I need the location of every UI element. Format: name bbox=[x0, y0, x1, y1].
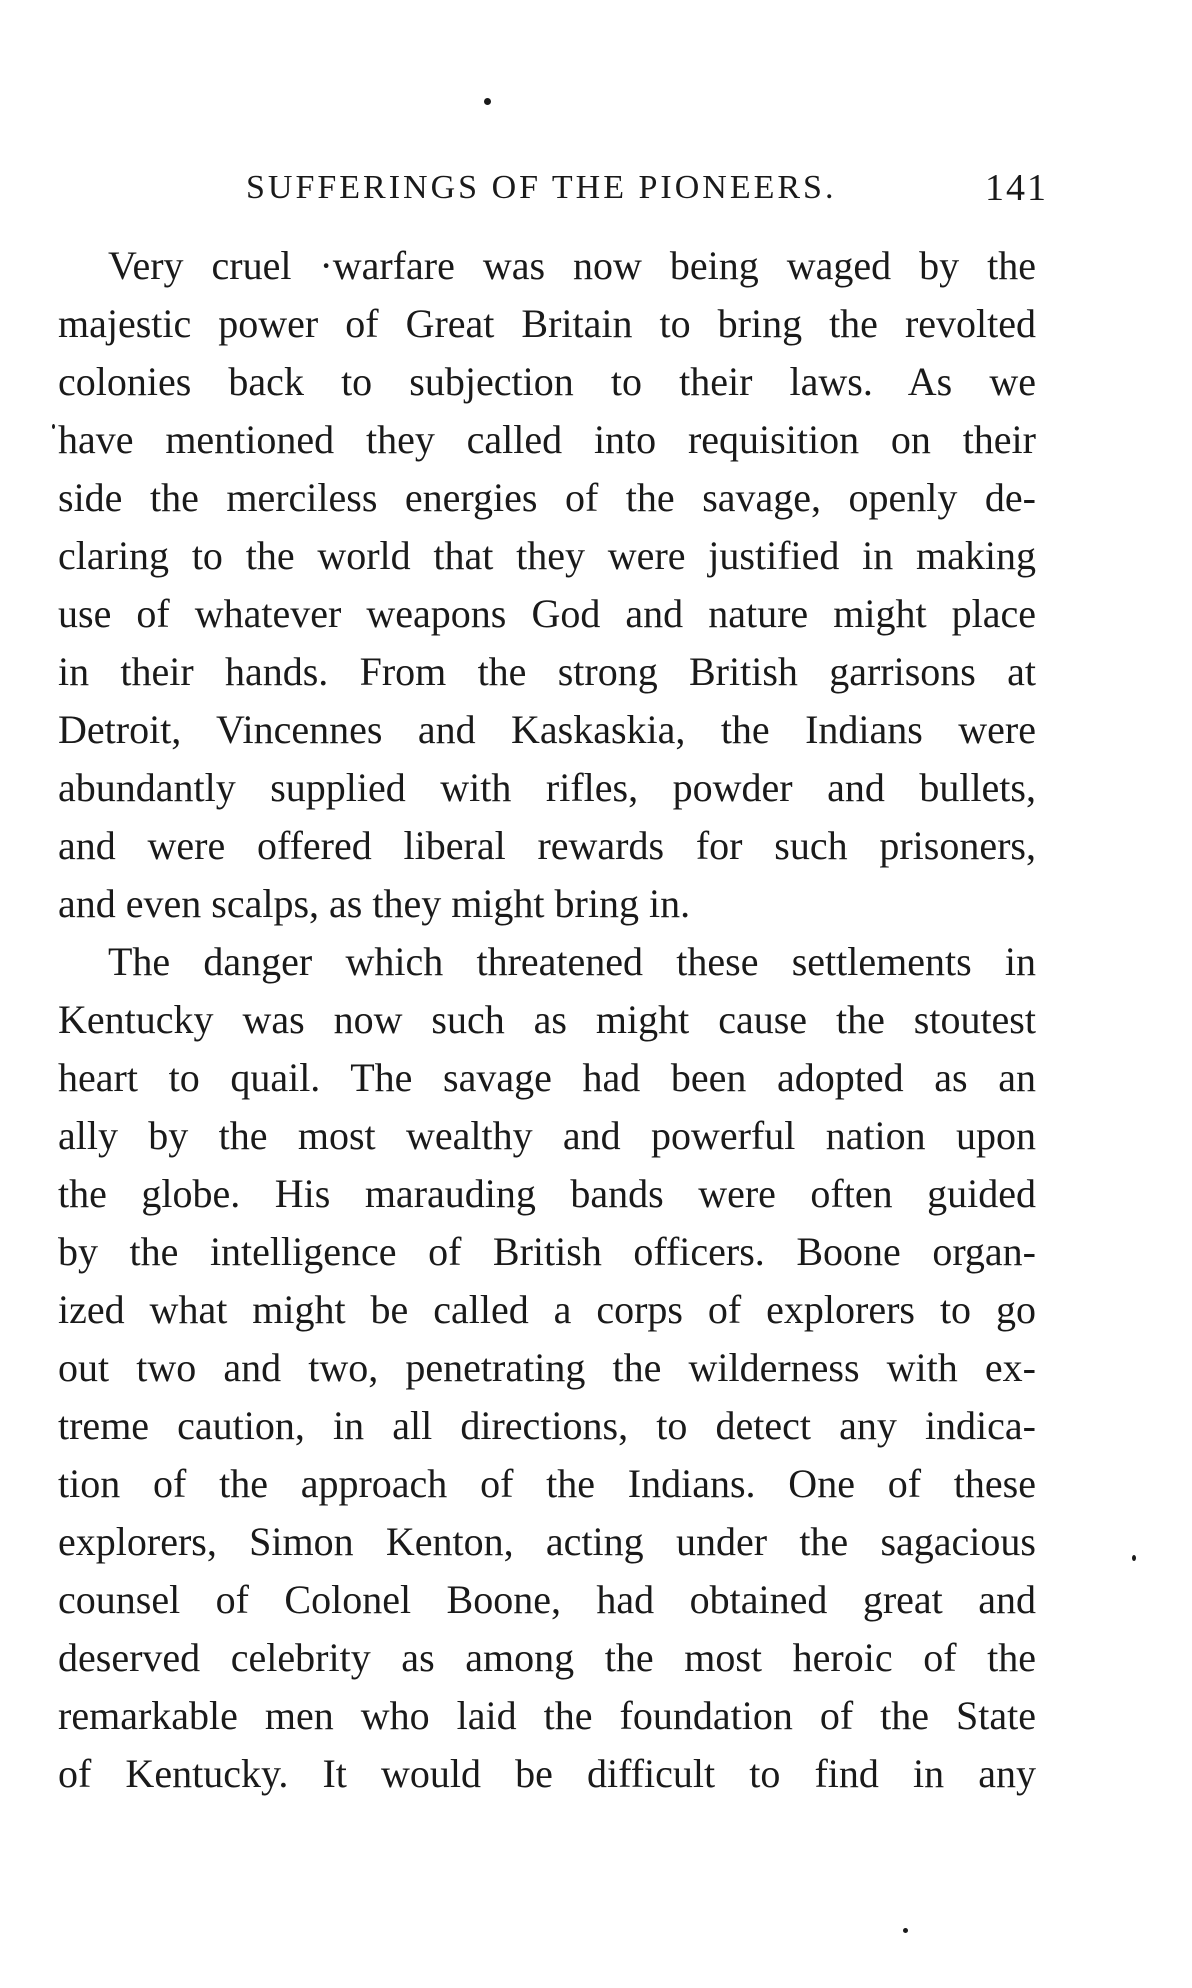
ink-speck bbox=[52, 424, 55, 429]
text-line: explorers, Simon Kenton, acting under the sagacious bbox=[58, 1519, 1036, 1564]
body-text bbox=[58, 237, 1036, 1803]
text-line: Detroit, Vincennes and Kaskaskia, the Indians were bbox=[58, 707, 1036, 752]
text-line: have mentioned they called into requisition on their bbox=[58, 417, 1036, 462]
text-line: The danger which threatened these settlements in bbox=[108, 939, 1036, 984]
text-line: by the intelligence of British officers. Boone organ- bbox=[58, 1229, 1036, 1274]
text-line: out two and two, penetrating the wilderness with ex- bbox=[58, 1345, 1036, 1390]
ink-speck bbox=[903, 1928, 908, 1933]
running-title: SUFFERINGS OF THE PIONEERS. bbox=[246, 169, 837, 206]
text-line: and even scalps, as they might bring in. bbox=[58, 881, 691, 926]
text-line: and were offered liberal rewards for such prisoners, bbox=[58, 823, 1036, 868]
text-line: claring to the world that they were justified in making bbox=[58, 533, 1036, 578]
text-line: counsel of Colonel Boone, had obtained great and bbox=[58, 1577, 1036, 1622]
running-head bbox=[246, 165, 1048, 211]
text-line: the globe. His marauding bands were often guided bbox=[58, 1171, 1036, 1216]
paragraph-1 bbox=[58, 237, 1036, 933]
text-line: tion of the approach of the Indians. One of these bbox=[58, 1461, 1036, 1506]
text-line: treme caution, in all directions, to detect any indica- bbox=[58, 1403, 1036, 1448]
text-line: use of whatever weapons God and nature might place bbox=[58, 591, 1036, 636]
text-line: ized what might be called a corps of explorers to go bbox=[58, 1287, 1036, 1332]
text-line: in their hands. From the strong British garrisons at bbox=[58, 649, 1036, 694]
paragraph-2 bbox=[58, 933, 1036, 1803]
text-line: majestic power of Great Britain to bring the revolted bbox=[58, 301, 1036, 346]
text-line: abundantly supplied with rifles, powder and bullets, bbox=[58, 765, 1036, 810]
text-line: Kentucky was now such as might cause the stoutest bbox=[58, 997, 1036, 1042]
ink-speck bbox=[484, 98, 491, 105]
text-line: of Kentucky. It would be difficult to find in any bbox=[58, 1751, 1036, 1796]
text-line: deserved celebrity as among the most heroic of the bbox=[58, 1635, 1036, 1680]
text-line: heart to quail. The savage had been adopted as an bbox=[58, 1055, 1036, 1100]
text-line: colonies back to subjection to their laws. As we bbox=[58, 359, 1036, 404]
page-number: 141 bbox=[985, 167, 1048, 209]
text-line: side the merciless energies of the savage, openly de- bbox=[58, 475, 1036, 520]
ink-speck bbox=[1132, 1555, 1136, 1561]
text-line: remarkable men who laid the foundation of the State bbox=[58, 1693, 1036, 1738]
text-line: Very cruel ·warfare was now being waged by the bbox=[108, 243, 1036, 288]
text-line: ally by the most wealthy and powerful nation upon bbox=[58, 1113, 1036, 1158]
